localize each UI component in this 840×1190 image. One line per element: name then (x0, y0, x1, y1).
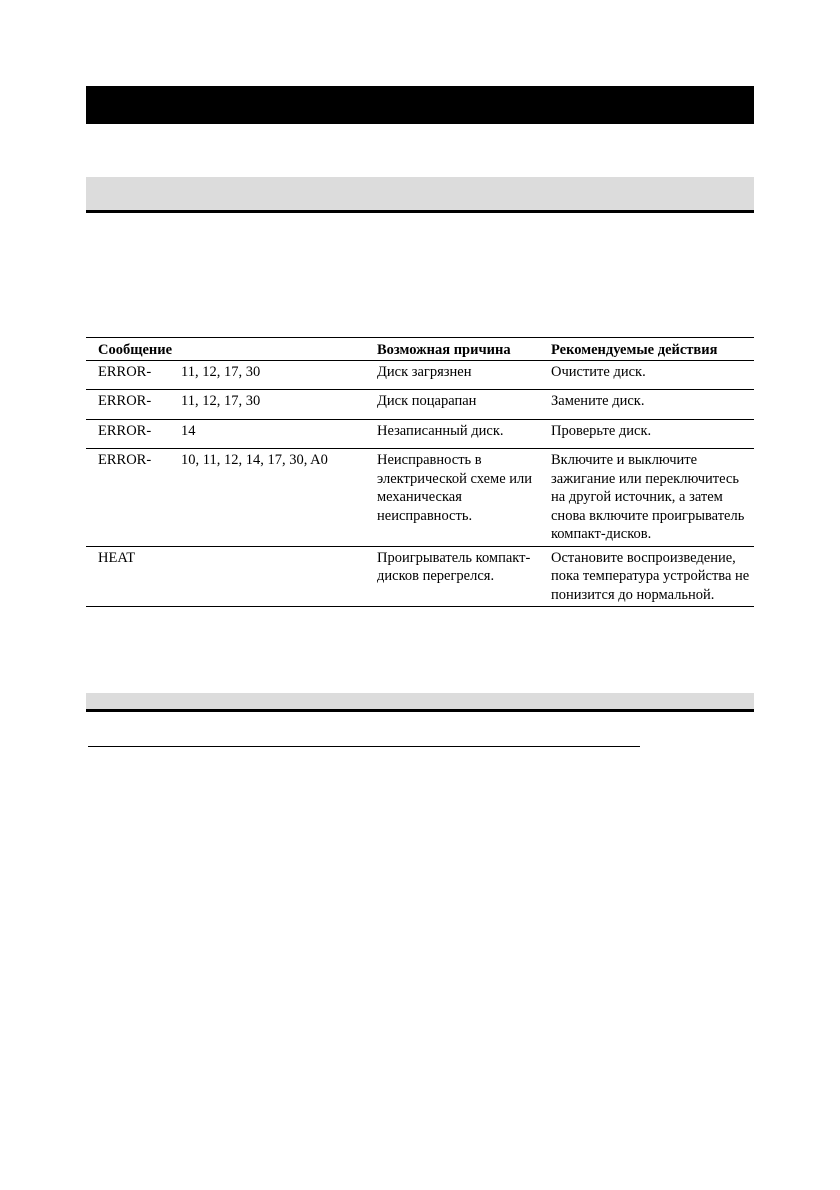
row-message: ERROR- (98, 452, 152, 468)
section-header-bar-2 (86, 693, 754, 712)
row-message: ERROR- (98, 422, 152, 439)
header-action: Рекомендуемые действия (551, 342, 718, 358)
table-row (86, 449, 754, 547)
table-header-row (86, 338, 754, 361)
row-cause: Диск загрязнен (377, 363, 472, 380)
row-cause: Неисправность в электрической схеме или механическая неисправность. (377, 452, 533, 524)
table-row (86, 546, 754, 607)
row-codes: 11, 12, 17, 30 (181, 363, 261, 380)
row-message: HEAT (98, 549, 136, 566)
underline-rule (88, 746, 640, 747)
row-cause: Диск поцарапан (377, 393, 477, 409)
error-message-table (86, 337, 754, 607)
table-row (86, 419, 754, 449)
row-action: Включите и выключите зажигание или переключитесь на другой источник, а затем снова включите проигрыватель компакт-дисков. (551, 452, 745, 542)
row-message: ERROR- (98, 363, 152, 380)
row-codes: 10, 11, 12, 14, 17, 30, A0 (181, 452, 328, 468)
table-row (86, 390, 754, 420)
row-codes (179, 546, 365, 607)
row-codes: 14 (181, 422, 196, 439)
header-message: Сообщение (98, 342, 173, 358)
row-action: Очистите диск. (551, 363, 646, 380)
header-cause: Возможная причина (377, 342, 511, 358)
row-action: Замените диск. (551, 393, 645, 409)
row-cause: Проигрыватель компакт-дисков перегрелся. (377, 549, 531, 584)
row-message: ERROR- (98, 393, 152, 409)
row-codes: 11, 12, 17, 30 (181, 393, 261, 409)
row-action: Проверьте диск. (551, 422, 652, 439)
table-row (86, 360, 754, 390)
row-action: Остановите воспроизведение, пока температура устройства не понизится до нормальной. (551, 549, 750, 603)
row-cause: Незаписанный диск. (377, 422, 504, 439)
section-header-bar (86, 177, 754, 213)
title-bar (86, 86, 754, 124)
